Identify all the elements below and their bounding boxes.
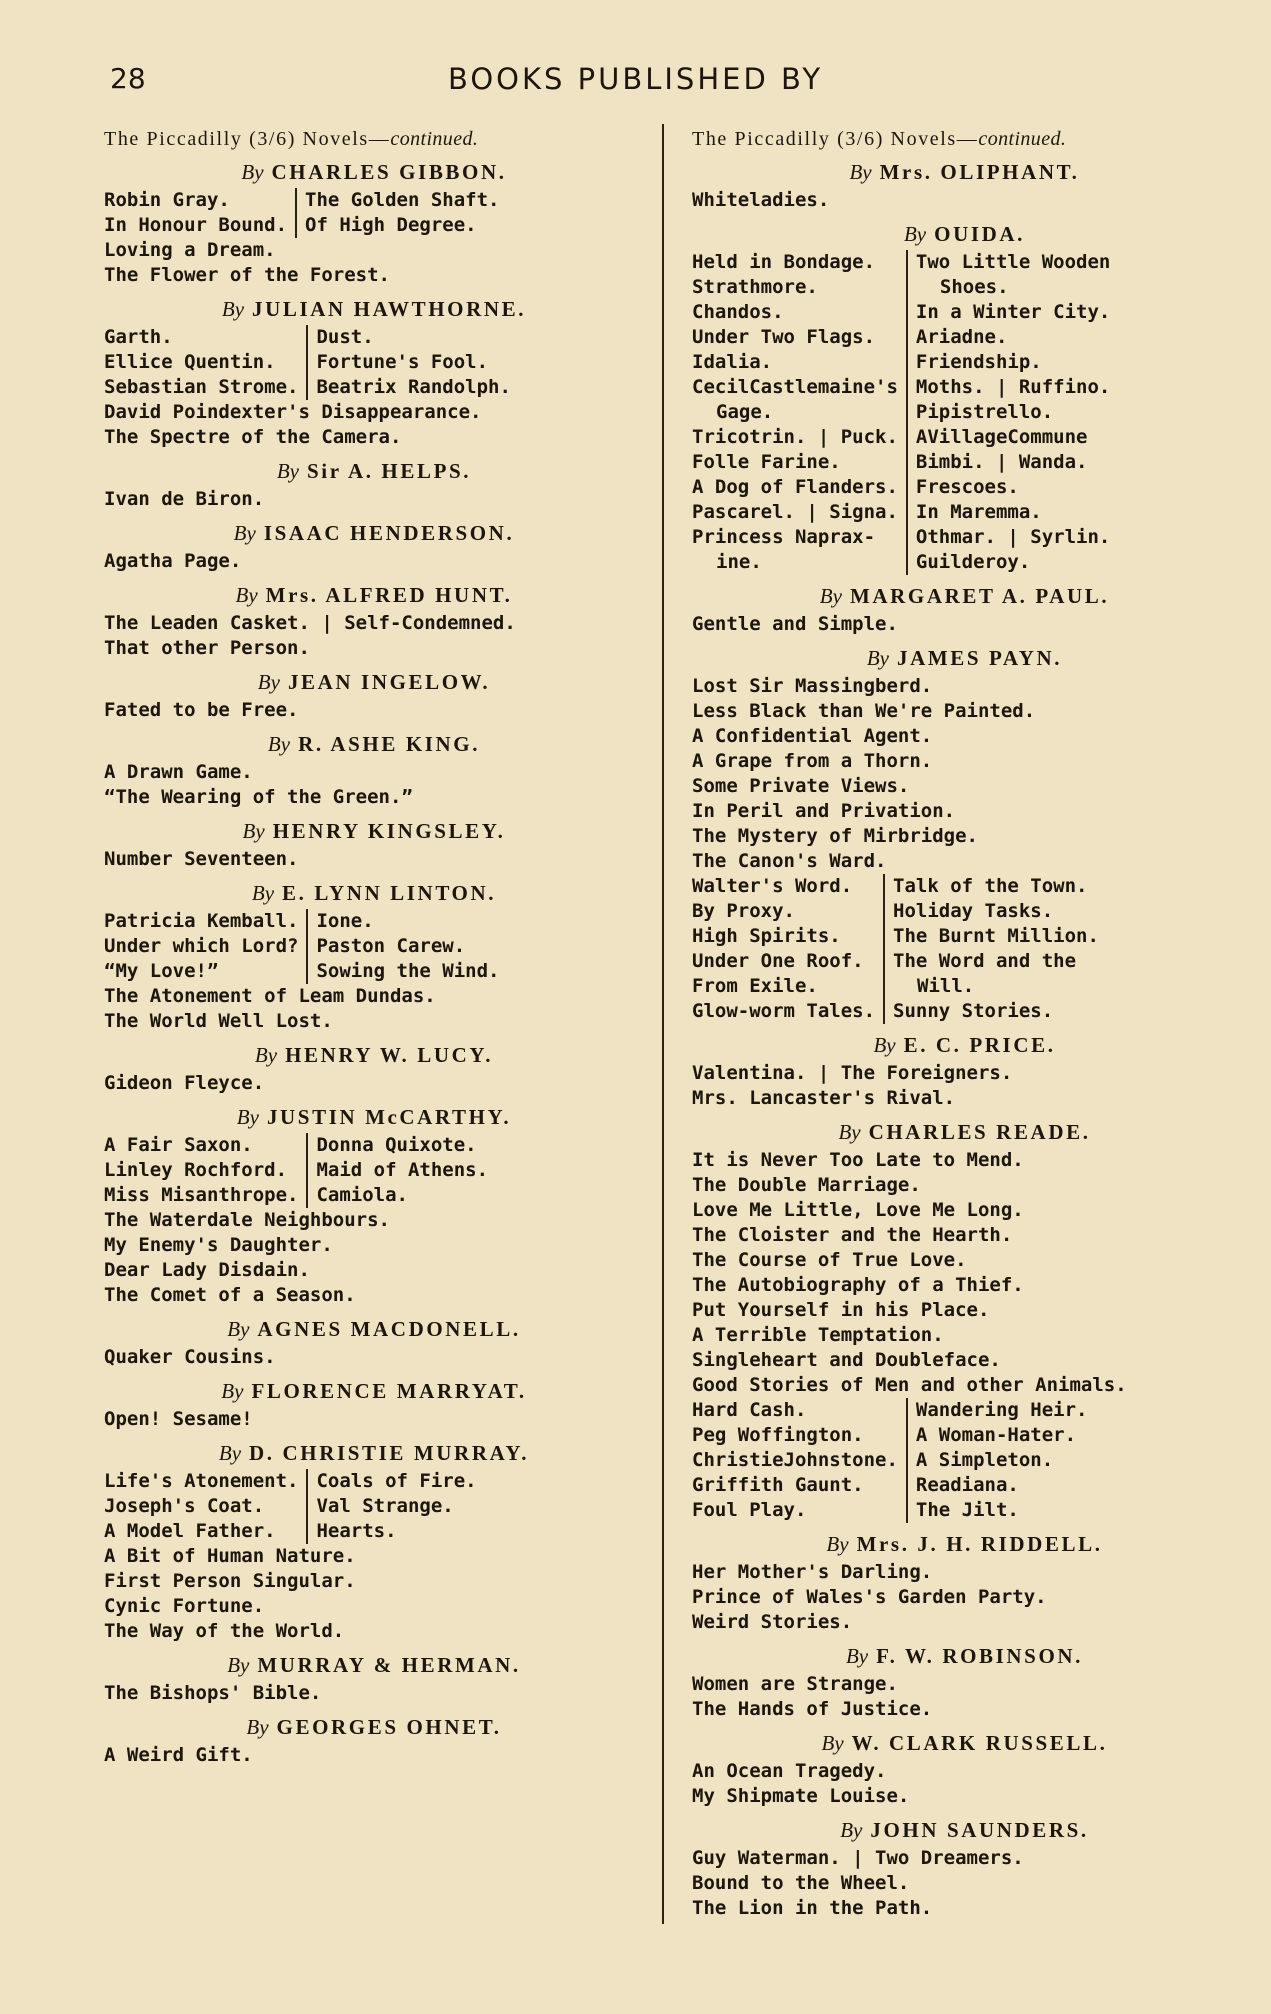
author-section [692, 584, 1237, 637]
author-section [104, 1379, 644, 1432]
book-title: A Simpleton. [915, 1449, 1054, 1471]
author-heading [692, 1644, 1237, 1669]
book-title: Ariadne. [915, 326, 1008, 348]
by-label: By [251, 881, 275, 905]
author-name: OUIDA. [934, 222, 1025, 246]
author-name: CHARLES GIBBON. [271, 160, 507, 184]
book-title: My Shipmate Louise. [692, 1785, 910, 1807]
book-title: Readiana. [915, 1474, 1019, 1496]
book-title: Tricotrin. | Puck. [692, 426, 898, 448]
book-title: Othmar. | Syrlin. [915, 526, 1111, 548]
book-title: Wandering Heir. [915, 1399, 1088, 1421]
book-title: Garth. [104, 326, 173, 348]
book-title: The Double Marriage. [692, 1174, 921, 1196]
book-title: Holiday Tasks. [893, 900, 1054, 922]
book-title: Held in Bondage. [692, 251, 876, 273]
book-title: Guilderoy. [915, 551, 1031, 573]
author-name: ISAAC HENDERSON. [263, 521, 515, 545]
book-title: Prince of Wales's Garden Party. [692, 1586, 1047, 1608]
two-column-title-list [692, 250, 1237, 575]
book-title: The Way of the World. [104, 1620, 345, 1642]
title-list-left [104, 188, 295, 238]
author-name: R. ASHE KING. [298, 732, 481, 756]
continued-label: continued. [390, 128, 479, 150]
book-title: The Burnt Million. [893, 925, 1099, 947]
author-heading [104, 1715, 644, 1740]
book-title: Princess Naprax- [692, 526, 876, 548]
book-title: Moths. | Ruffino. [915, 376, 1111, 398]
author-section [104, 881, 644, 1034]
book-title: Under which Lord? [104, 935, 299, 957]
author-section [104, 1105, 644, 1308]
author-name: AGNES MACDONELL. [257, 1317, 521, 1341]
book-title: Shoes. [939, 276, 1009, 298]
book-title: Quaker Cousins. [104, 1346, 276, 1368]
title-list-right [306, 909, 644, 984]
book-title: The Bishops' Bible. [104, 1682, 322, 1704]
author-name: Mrs. ALFRED HUNT. [265, 583, 513, 607]
by-label: By [246, 1715, 269, 1739]
author-name: Mrs. OLIPHANT. [879, 160, 1080, 184]
book-title: Will. [917, 975, 975, 997]
book-title: The Golden Shaft. [305, 189, 500, 211]
author-section [692, 1818, 1237, 1921]
book-title: By Proxy. [692, 900, 795, 922]
book-title: Some Private Views. [692, 775, 910, 797]
author-name: MARGARET A. PAUL. [849, 584, 1110, 608]
book-title: CecilCastlemaine's [692, 376, 898, 398]
two-column-title-list [104, 188, 644, 238]
book-title: The Flower of the Forest. [104, 264, 390, 286]
author-name: MURRAY & HERMAN. [257, 1653, 521, 1677]
book-title: My Enemy's Daughter. [104, 1234, 333, 1256]
author-heading [104, 297, 644, 322]
book-title: From Exile. [692, 975, 818, 997]
book-title: A Weird Gift. [104, 1744, 253, 1766]
author-heading [104, 1653, 644, 1678]
book-title: The Hands of Justice. [692, 1698, 933, 1720]
by-label: By [221, 1379, 244, 1403]
right-column [692, 128, 1237, 1921]
book-title: Strathmore. [692, 276, 818, 298]
book-title: Dust. [316, 326, 374, 348]
author-section [104, 297, 644, 450]
title-list-left [104, 1133, 306, 1208]
book-title: Camiola. [316, 1184, 408, 1206]
book-title: Ione. [316, 910, 374, 932]
author-section [104, 732, 644, 810]
book-title: Valentina. | The Foreigners. [692, 1062, 1013, 1084]
page-header [0, 62, 1271, 110]
book-title: Love Me Little, Love Me Long. [692, 1199, 1024, 1221]
author-heading [692, 1033, 1237, 1058]
book-title: The Autobiography of a Thief. [692, 1274, 1024, 1296]
author-section [104, 583, 644, 661]
book-title: Mrs. Lancaster's Rival. [692, 1087, 956, 1109]
title-list-right [306, 1133, 644, 1208]
author-section [692, 160, 1237, 213]
title-list-right [906, 250, 1237, 575]
author-heading [692, 222, 1237, 247]
author-name: D. CHRISTIE MURRAY. [249, 1441, 530, 1465]
column-divider [662, 124, 664, 1924]
book-title: Fated to be Free. [104, 699, 299, 721]
book-title: The Atonement of Leam Dundas. [104, 985, 436, 1007]
book-title: The Comet of a Season. [104, 1284, 356, 1306]
author-heading [104, 521, 644, 546]
author-heading [692, 646, 1237, 671]
book-title: A Terrible Temptation. [692, 1324, 944, 1346]
book-title: Hearts. [316, 1520, 397, 1542]
book-title: A Woman-Hater. [915, 1424, 1077, 1446]
book-title: Loving a Dream. [104, 239, 276, 261]
book-title: Talk of the Town. [893, 875, 1088, 897]
book-title: Beatrix Randolph. [316, 376, 511, 398]
two-column-title-list [692, 1398, 1237, 1523]
title-list-left [104, 1469, 306, 1544]
by-label: By [257, 670, 280, 694]
by-label: By [849, 160, 872, 184]
author-name: FLORENCE MARRYAT. [251, 1379, 527, 1403]
two-column-title-list [104, 1133, 644, 1208]
book-title: Sebastian Strome. [104, 376, 299, 398]
author-heading [104, 1105, 644, 1130]
author-heading [104, 732, 644, 757]
book-title: A Model Father. [104, 1520, 276, 1542]
author-section [104, 459, 644, 512]
by-label: By [840, 1818, 863, 1842]
author-heading [104, 1317, 644, 1342]
author-name: JAMES PAYN. [897, 646, 1063, 670]
book-title: It is Never Too Late to Mend. [692, 1149, 1024, 1171]
author-section [692, 1033, 1237, 1111]
by-label: By [866, 646, 890, 670]
book-title: Maid of Athens. [316, 1159, 489, 1181]
series-title: The Piccadilly (3/6) Novels— [692, 128, 979, 150]
author-name: JUSTIN McCARTHY. [266, 1105, 512, 1129]
book-title: Coals of Fire. [316, 1470, 477, 1492]
author-section [104, 521, 644, 574]
book-title: Gentle and Simple. [692, 613, 898, 635]
author-name: GEORGES OHNET. [276, 1715, 502, 1739]
author-name: JOHN SAUNDERS. [870, 1818, 1089, 1842]
book-title: Miss Misanthrope. [104, 1184, 299, 1206]
book-title: Pipistrello. [915, 401, 1054, 423]
author-heading [104, 1441, 644, 1466]
author-heading [104, 459, 644, 484]
author-heading [104, 670, 644, 695]
book-title: Sowing the Wind. [316, 960, 500, 982]
author-heading [692, 1818, 1237, 1843]
by-label: By [227, 1653, 250, 1677]
author-section [692, 1532, 1237, 1635]
book-title: In Honour Bound. [104, 214, 288, 236]
book-title: Val Strange. [316, 1495, 454, 1517]
book-title: “My Love!” [104, 960, 219, 982]
book-title: Less Black than We're Painted. [692, 700, 1036, 722]
book-title: Lost Sir Massingberd. [692, 675, 933, 697]
book-title: A Bit of Human Nature. [104, 1545, 356, 1567]
book-title: In Peril and Privation. [692, 800, 956, 822]
by-label: By [235, 583, 258, 607]
author-heading [104, 583, 644, 608]
book-title: Open! Sesame! [104, 1408, 253, 1430]
two-column-title-list [692, 874, 1237, 1024]
left-column [104, 128, 644, 1768]
author-heading [104, 819, 644, 844]
column-heading [104, 128, 644, 151]
author-heading [692, 584, 1237, 609]
book-title: In a Winter City. [915, 301, 1111, 323]
book-title: Cynic Fortune. [104, 1595, 265, 1617]
title-list-right [306, 325, 644, 400]
author-section [104, 1441, 644, 1644]
book-title: Pascarel. | Signa. [692, 501, 898, 523]
book-title: Bimbi. | Wanda. [915, 451, 1088, 473]
title-list-right [306, 1469, 644, 1544]
book-title: The Lion in the Path. [692, 1897, 933, 1919]
author-section [104, 1653, 644, 1706]
author-section [692, 1644, 1237, 1722]
book-title: Good Stories of Men and other Animals. [692, 1374, 1127, 1396]
by-label: By [254, 1043, 278, 1067]
book-title: ChristieJohnstone. [692, 1449, 898, 1471]
book-title: Ivan de Biron. [104, 488, 265, 510]
book-title: Number Seventeen. [104, 848, 299, 870]
book-title: Whiteladies. [692, 189, 830, 211]
book-title: Guy Waterman. | Two Dreamers. [692, 1847, 1024, 1869]
book-title: Life's Atonement. [104, 1470, 299, 1492]
book-title: In Maremma. [915, 501, 1042, 523]
book-title: Put Yourself in his Place. [692, 1299, 990, 1321]
by-label: By [218, 1441, 242, 1465]
author-heading [104, 881, 644, 906]
author-heading [104, 1379, 644, 1404]
by-label: By [242, 819, 265, 843]
book-title: The Canon's Ward. [692, 850, 887, 872]
book-title: The Mystery of Mirbridge. [692, 825, 978, 847]
book-title: Of High Degree. [305, 214, 477, 236]
two-column-title-list [104, 909, 644, 984]
book-title: Glow-worm Tales. [692, 1000, 876, 1022]
by-label: By [233, 521, 256, 545]
book-title: Paston Carew. [316, 935, 466, 957]
title-list-left [692, 874, 883, 1024]
title-list-right [906, 1398, 1237, 1523]
book-title: ine. [716, 551, 762, 573]
book-title: A Dog of Flanders. [692, 476, 898, 498]
book-title: Women are Strange. [692, 1673, 898, 1695]
book-title: Joseph's Coat. [104, 1495, 265, 1517]
book-title: The Course of True Love. [692, 1249, 967, 1271]
by-label: By [236, 1105, 259, 1129]
author-heading [104, 160, 644, 185]
series-title: The Piccadilly (3/6) Novels— [104, 128, 391, 150]
book-title: A Drawn Game. [104, 761, 253, 783]
author-name: HENRY KINGSLEY. [272, 819, 506, 843]
by-label: By [227, 1317, 250, 1341]
title-list-left [692, 250, 906, 575]
by-label: By [845, 1644, 869, 1668]
book-title: A Grape from a Thorn. [692, 750, 933, 772]
book-title: Fortune's Fool. [316, 351, 489, 373]
book-title: The Jilt. [915, 1499, 1019, 1521]
book-title: AVillageCommune [915, 426, 1088, 448]
book-title: Hard Cash. [692, 1399, 807, 1421]
by-label: By [276, 459, 300, 483]
book-title: Ellice Quentin. [104, 351, 276, 373]
author-section [104, 1043, 644, 1096]
book-title: Two Little Wooden [915, 251, 1111, 273]
book-title: The World Well Lost. [104, 1010, 333, 1032]
book-title: Sunny Stories. [893, 1000, 1054, 1022]
book-title: Griffith Gaunt. [692, 1474, 864, 1496]
author-name: F. W. ROBINSON. [876, 1644, 1084, 1668]
author-heading [692, 1532, 1237, 1557]
book-title: Linley Rochford. [104, 1159, 288, 1181]
book-title: “The Wearing of the Green.” [104, 786, 413, 808]
author-heading [104, 1043, 644, 1068]
book-title: The Word and the [893, 950, 1077, 972]
title-list-right [295, 188, 644, 238]
by-label: By [819, 584, 842, 608]
book-title: That other Person. [104, 637, 310, 659]
author-name: Mrs. J. H. RIDDELL. [856, 1532, 1103, 1556]
author-section [104, 1715, 644, 1768]
book-title: Robin Gray. [104, 189, 230, 211]
author-name: HENRY W. LUCY. [285, 1043, 494, 1067]
title-list-left [692, 1398, 906, 1523]
author-section [692, 1120, 1237, 1523]
author-name: JEAN INGELOW. [287, 670, 491, 694]
book-title: Gage. [716, 401, 774, 423]
book-title: Donna Quixote. [316, 1134, 477, 1156]
author-heading [692, 1120, 1237, 1145]
book-title: Under One Roof. [692, 950, 864, 972]
book-title: High Spirits. [692, 925, 841, 947]
book-title: First Person Singular. [104, 1570, 356, 1592]
two-column-title-list [104, 1469, 644, 1544]
author-name: JULIAN HAWTHORNE. [252, 297, 527, 321]
book-title: Patricia Kemball. [104, 910, 299, 932]
author-section [692, 646, 1237, 1024]
title-list-left [104, 325, 306, 400]
title-list-left [104, 909, 306, 984]
page-number: 28 [110, 62, 146, 95]
by-label: By [838, 1120, 861, 1144]
continued-label: continued. [978, 128, 1067, 150]
title-list-right [883, 874, 1237, 1024]
book-title: A Confidential Agent. [692, 725, 933, 747]
running-head: BOOKS PUBLISHED BY [447, 62, 824, 96]
author-section [104, 1317, 644, 1370]
book-title: The Spectre of the Camera. [104, 426, 402, 448]
book-title: Peg Woffington. [692, 1424, 864, 1446]
author-name: Sir A. HELPS. [307, 459, 472, 483]
book-title: Foul Play. [692, 1499, 807, 1521]
book-title: Under Two Flags. [692, 326, 876, 348]
author-section [692, 222, 1237, 575]
author-name: W. CLARK RUSSELL. [851, 1731, 1108, 1755]
book-title: Singleheart and Doubleface. [692, 1349, 1001, 1371]
author-section [104, 819, 644, 872]
book-title: Walter's Word. [692, 875, 853, 897]
book-title: Folle Farine. [692, 451, 841, 473]
two-column-title-list [104, 325, 644, 400]
book-title: Bound to the Wheel. [692, 1872, 910, 1894]
book-title: Agatha Page. [104, 550, 242, 572]
by-label: By [267, 732, 291, 756]
by-label: By [873, 1033, 896, 1057]
by-label: By [241, 160, 264, 184]
book-title: Her Mother's Darling. [692, 1561, 933, 1583]
author-name: E. C. PRICE. [903, 1033, 1056, 1057]
book-title: Gideon Fleyce. [104, 1072, 265, 1094]
book-title: Friendship. [915, 351, 1042, 373]
book-title: Weird Stories. [692, 1611, 853, 1633]
book-title: Frescoes. [915, 476, 1019, 498]
author-name: E. LYNN LINTON. [282, 881, 497, 905]
book-title: A Fair Saxon. [104, 1134, 253, 1156]
book-title: The Leaden Casket. | Self-Condemned. [104, 612, 516, 634]
column-heading [692, 128, 1237, 151]
book-title: The Cloister and the Hearth. [692, 1224, 1013, 1246]
book-title: An Ocean Tragedy. [692, 1760, 887, 1782]
author-section [692, 1731, 1237, 1809]
book-title: Chandos. [692, 301, 784, 323]
left-sections [104, 160, 644, 1768]
author-name: CHARLES READE. [868, 1120, 1091, 1144]
author-section [104, 160, 644, 288]
by-label: By [826, 1532, 849, 1556]
book-title: Idalia. [692, 351, 773, 373]
author-section [104, 670, 644, 723]
by-label: By [821, 1731, 844, 1755]
book-title: David Poindexter's Disappearance. [104, 401, 482, 423]
book-title: The Waterdale Neighbours. [104, 1209, 390, 1231]
author-heading [692, 160, 1237, 185]
book-title: Dear Lady Disdain. [104, 1259, 310, 1281]
right-sections [692, 160, 1237, 1921]
author-heading [692, 1731, 1237, 1756]
by-label: By [221, 297, 245, 321]
by-label: By [903, 222, 927, 246]
